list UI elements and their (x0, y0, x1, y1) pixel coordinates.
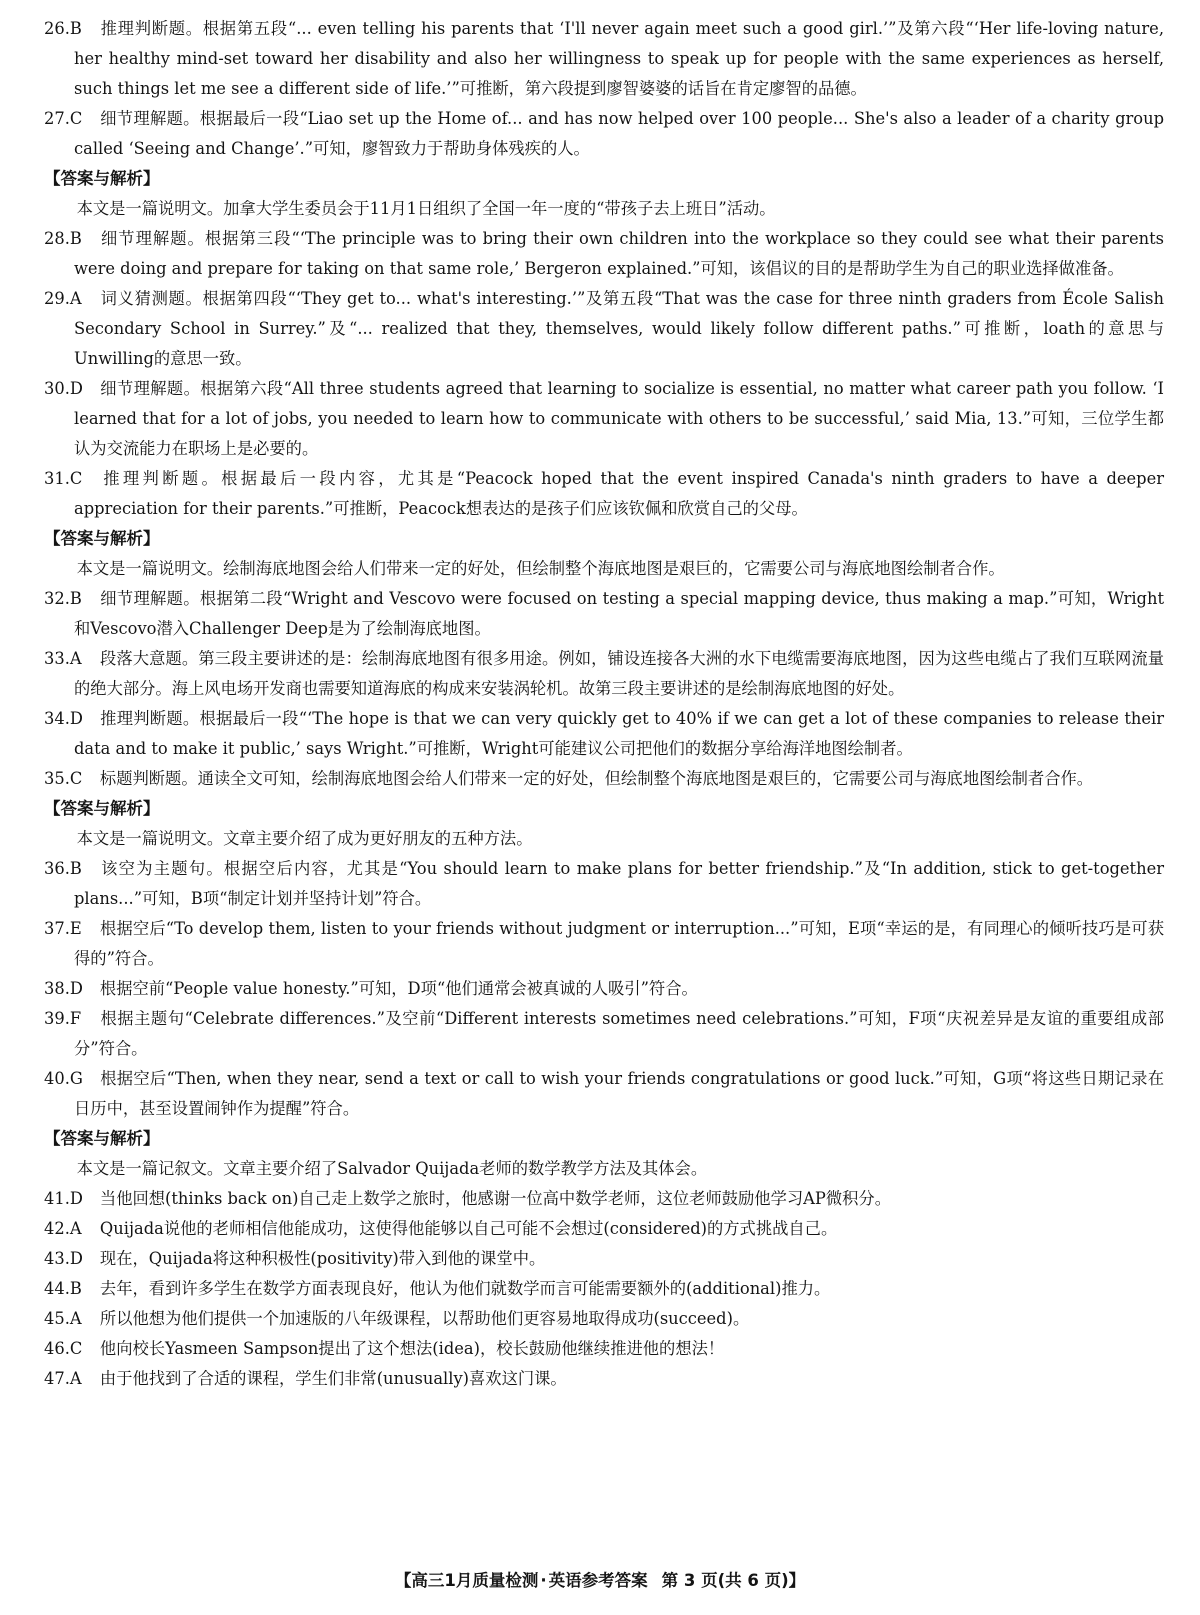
question-number: 32. (44, 589, 70, 608)
answer-letter: B (69, 589, 82, 608)
answer-letter: B (69, 859, 82, 878)
question-number: 42. (44, 1219, 70, 1238)
explanation-text: 该空为主题句。根据空后内容，尤其是“You should learn to make plans for better friendship.”及“In addition, stick to get-together plans...”可知，B项“制定计划并坚持计划”符合。 (74, 859, 1164, 908)
answer-letter: C (69, 109, 83, 128)
explanation-text: 推理判断题。根据最后一段“‘The hope is that we can very quickly get to 40% if we can get a lot of these companies to release their data and to make it public,’ says Wright.”可推断，Wright可能建议公司把他们的数据分享给海洋地图绘制者。 (74, 709, 1164, 758)
question-number: 37. (44, 919, 70, 938)
answer-item (44, 1244, 1164, 1274)
section-intro: 本文是一篇记叙文。文章主要介绍了Salvador Quijada老师的数学教学方法及其体会。 (76, 1159, 708, 1178)
explanation-text: 推理判断题。根据最后一段内容，尤其是“Peacock hoped that the event inspired Canada's ninth graders to have a deeper appreciation for their parents.”可推断，Peacock想表达的是孩子们应该钦佩和欣赏自己的父母。 (74, 469, 1164, 518)
explanation-text: 标题判断题。通读全文可知，绘制海底地图会给人们带来一定的好处，但绘制整个海底地图是艰巨的，它需要公司与海底地图绘制者合作。 (99, 769, 1094, 788)
answer-letter: A (69, 1219, 82, 1238)
answer-item (44, 1334, 1164, 1364)
explanation-text: 推理判断题。根据第五段“... even telling his parents that ‘I'll never again meet such a good girl.’”及第六段“‘Her life-loving nature, her healthy mind-set toward her disability and also her willingness to speak up for people with the same experiences as herself, such things let me see a different side of life.’”可推断，第六段提到廖智婆婆的话旨在肯定廖智的品德。 (74, 19, 1164, 98)
answer-letter: B (69, 229, 82, 248)
explanation-text: 由于他找到了合适的课程，学生们非常(unusually)喜欢这门课。 (99, 1369, 567, 1388)
answer-item (44, 104, 1164, 164)
section-intro: 本文是一篇说明文。文章主要介绍了成为更好朋友的五种方法。 (76, 829, 533, 848)
answer-letter: D (69, 979, 83, 998)
section-5 (44, 1124, 1164, 1394)
explanation-text: 去年，看到许多学生在数学方面表现良好，他认为他们就数学而言可能需要额外的(additional)推力。 (99, 1279, 831, 1298)
question-number: 41. (44, 1189, 70, 1208)
answer-letter: B (69, 19, 82, 38)
question-number: 39. (44, 1009, 70, 1028)
question-number: 34. (44, 709, 70, 728)
question-number: 29. (44, 289, 70, 308)
answer-letter: D (69, 1249, 83, 1268)
section-1 (44, 14, 1164, 164)
answer-item (44, 1364, 1164, 1394)
explanation-text: 根据空后“To develop them, listen to your friends without judgment or interruption...”可知，E项“幸运的是，有同理心的倾听技巧是可获得的”符合。 (74, 919, 1164, 968)
answer-item (44, 974, 1164, 1004)
answer-letter: F (69, 1009, 82, 1028)
answer-letter: D (69, 709, 83, 728)
question-number: 45. (44, 1309, 70, 1328)
answer-item (44, 1304, 1164, 1334)
explanation-text: 他向校长Yasmeen Sampson提出了这个想法(idea)，校长鼓励他继续推进他的想法！ (99, 1339, 725, 1358)
question-number: 35. (44, 769, 70, 788)
question-number: 30. (44, 379, 70, 398)
footer-bracket-left: 【 (394, 1571, 412, 1590)
explanation-text: 根据主题句“Celebrate differences.”及空前“Different interests sometimes need celebrations.”可知，F项“庆祝差异是友谊的重要组成部分”符合。 (74, 1009, 1164, 1058)
answer-letter: A (69, 1369, 82, 1388)
answer-letter: C (69, 469, 83, 488)
question-number: 27. (44, 109, 70, 128)
answer-item (44, 1274, 1164, 1304)
footer-separator-dot: · (540, 1571, 547, 1590)
footer-bracket-right: 】 (788, 1571, 806, 1590)
answer-letter: B (69, 1279, 82, 1298)
answer-item (44, 374, 1164, 464)
explanation-text: Quijada说他的老师相信他能成功，这使得他能够以自己可能不会想过(considered)的方式挑战自己。 (99, 1219, 838, 1238)
answer-letter: D (69, 379, 83, 398)
section-3 (44, 524, 1164, 794)
section-intro: 本文是一篇说明文。加拿大学生委员会于11月1日组织了全国一年一度的“带孩子去上班日”活动。 (76, 199, 776, 218)
answer-item (44, 1064, 1164, 1124)
page-footer (0, 1566, 1200, 1596)
answer-item (44, 1004, 1164, 1064)
section-heading: 【答案与解析】 (44, 799, 160, 818)
footer-page-number: 第 3 页(共 6 页) (661, 1571, 789, 1590)
explanation-text: 细节理解题。根据第六段“All three students agreed that learning to socialize is essential, no matter what career path you follow. ‘I learned that for a lot of jobs, you needed to learn how to communicate with others to be successful,’ said Mia, 13.”可知，三位学生都认为交流能力在职场上是必要的。 (74, 379, 1164, 458)
footer-exam-title: 高三1月质量检测 (411, 1571, 539, 1590)
question-number: 33. (44, 649, 70, 668)
answer-item (44, 704, 1164, 764)
question-number: 40. (44, 1069, 70, 1088)
section-heading: 【答案与解析】 (44, 529, 160, 548)
footer-subject: 英语参考答案 (548, 1571, 648, 1590)
answer-letter: G (69, 1069, 83, 1088)
question-number: 26. (44, 19, 70, 38)
answer-item (44, 644, 1164, 704)
question-number: 38. (44, 979, 70, 998)
question-number: 46. (44, 1339, 70, 1358)
explanation-text: 根据空前“People value honesty.”可知，D项“他们通常会被真诚的人吸引”符合。 (99, 979, 698, 998)
answer-item (44, 764, 1164, 794)
answer-item (44, 284, 1164, 374)
question-number: 28. (44, 229, 70, 248)
answer-item (44, 464, 1164, 524)
answer-item (44, 914, 1164, 974)
answer-letter: A (69, 289, 82, 308)
section-heading: 【答案与解析】 (44, 169, 160, 188)
section-4 (44, 794, 1164, 1124)
section-heading: 【答案与解析】 (44, 1129, 160, 1148)
section-intro: 本文是一篇说明文。绘制海底地图会给人们带来一定的好处，但绘制整个海底地图是艰巨的，它需要公司与海底地图绘制者合作。 (76, 559, 1005, 578)
answer-letter: C (69, 1339, 83, 1358)
answer-letter: C (69, 769, 83, 788)
answer-letter: A (69, 649, 82, 668)
answer-item (44, 224, 1164, 284)
answer-item (44, 14, 1164, 104)
answer-item (44, 1184, 1164, 1214)
answer-item (44, 1214, 1164, 1244)
answer-letter: A (69, 1309, 82, 1328)
question-number: 44. (44, 1279, 70, 1298)
question-number: 36. (44, 859, 70, 878)
question-number: 43. (44, 1249, 70, 1268)
explanation-text: 细节理解题。根据第三段“‘The principle was to bring their own children into the workplace so they could see what their parents were doing and prepare for taking on that same role,’ Bergeron explained.”可知，该倡议的目的是帮助学生为自己的职业选择做准备。 (74, 229, 1164, 278)
explanation-text: 现在，Quijada将这种积极性(positivity)带入到他的课堂中。 (99, 1249, 546, 1268)
section-2 (44, 164, 1164, 524)
explanation-text: 段落大意题。第三段主要讲述的是：绘制海底地图有很多用途。例如，铺设连接各大洲的水下电缆需要海底地图，因为这些电缆占了我们互联网流量的绝大部分。海上风电场开发商也需要知道海底的构成来安装涡轮机。故第三段主要讲述的是绘制海底地图的好处。 (74, 649, 1164, 698)
explanation-text: 细节理解题。根据第二段“Wright and Vescovo were focused on testing a special mapping device, thus making a map.”可知，Wright和Vescovo潜入Challenger Deep是为了绘制海底地图。 (74, 589, 1164, 638)
explanation-text: 当他回想(thinks back on)自己走上数学之旅时，他感谢一位高中数学老师，这位老师鼓励他学习AP微积分。 (99, 1189, 891, 1208)
answer-letter: D (69, 1189, 83, 1208)
explanation-text: 所以他想为他们提供一个加速版的八年级课程，以帮助他们更容易地取得成功(succeed)。 (99, 1309, 750, 1328)
answer-item (44, 584, 1164, 644)
explanation-text: 根据空后“Then, when they near, send a text or call to wish your friends congratulations or good luck.”可知，G项“将这些日期记录在日历中，甚至设置闹钟作为提醒”符合。 (74, 1069, 1164, 1118)
answer-letter: E (69, 919, 82, 938)
answer-item (44, 854, 1164, 914)
explanation-text: 词义猜测题。根据第四段“‘They get to... what's interesting.’”及第五段“That was the case for three ninth graders from École Salish Secondary School in Surrey.”及“... realized that they, themselves, would likely follow different paths.”可推断，loath的意思与Unwilling的意思一致。 (74, 289, 1164, 368)
explanation-text: 细节理解题。根据最后一段“Liao set up the Home of... and has now helped over 100 people... She's also a leader of a charity group called ‘Seeing and Change’.”可知，廖智致力于帮助身体残疾的人。 (74, 109, 1164, 158)
question-number: 47. (44, 1369, 70, 1388)
question-number: 31. (44, 469, 70, 488)
